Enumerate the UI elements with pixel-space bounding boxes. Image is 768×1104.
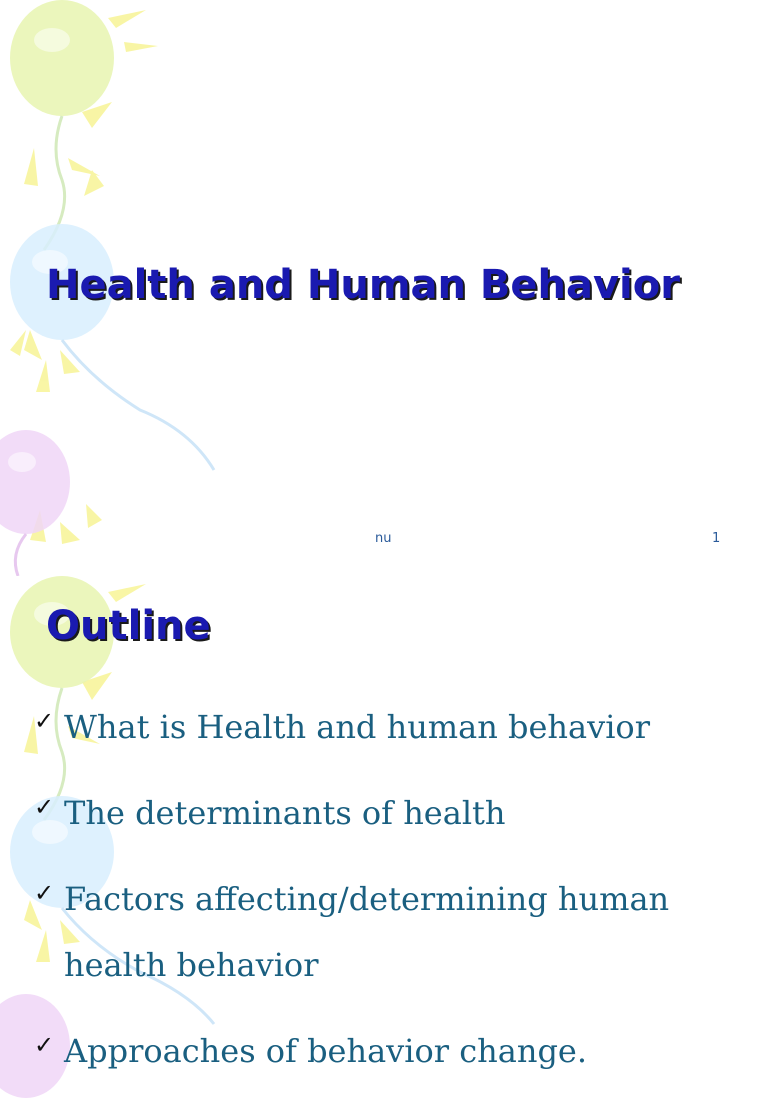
slide-2 bbox=[0, 576, 768, 1070]
list-item bbox=[34, 866, 734, 998]
check-icon: ✓ bbox=[34, 1031, 55, 1059]
list-item bbox=[34, 694, 734, 760]
slide-title: Health and Human Behavior bbox=[46, 262, 680, 308]
list-item bbox=[34, 1018, 734, 1084]
page-number: 1 bbox=[712, 531, 721, 546]
check-icon: ✓ bbox=[34, 707, 55, 735]
slide-title: Outline bbox=[46, 603, 211, 649]
bullet-list bbox=[34, 694, 734, 1104]
bullet-text: The determinants of health bbox=[64, 794, 506, 832]
bullet-text: Approaches of behavior change. bbox=[64, 1032, 588, 1070]
footer-label: nu bbox=[375, 531, 392, 546]
check-icon: ✓ bbox=[34, 793, 55, 821]
bullet-text: What is Health and human behavior bbox=[64, 708, 650, 746]
list-item bbox=[34, 780, 734, 846]
bullet-text: Factors affecting/determining human health behavior bbox=[64, 880, 670, 984]
balloon-icon bbox=[10, 0, 158, 250]
balloon-icon bbox=[0, 430, 102, 576]
check-icon: ✓ bbox=[34, 879, 55, 907]
